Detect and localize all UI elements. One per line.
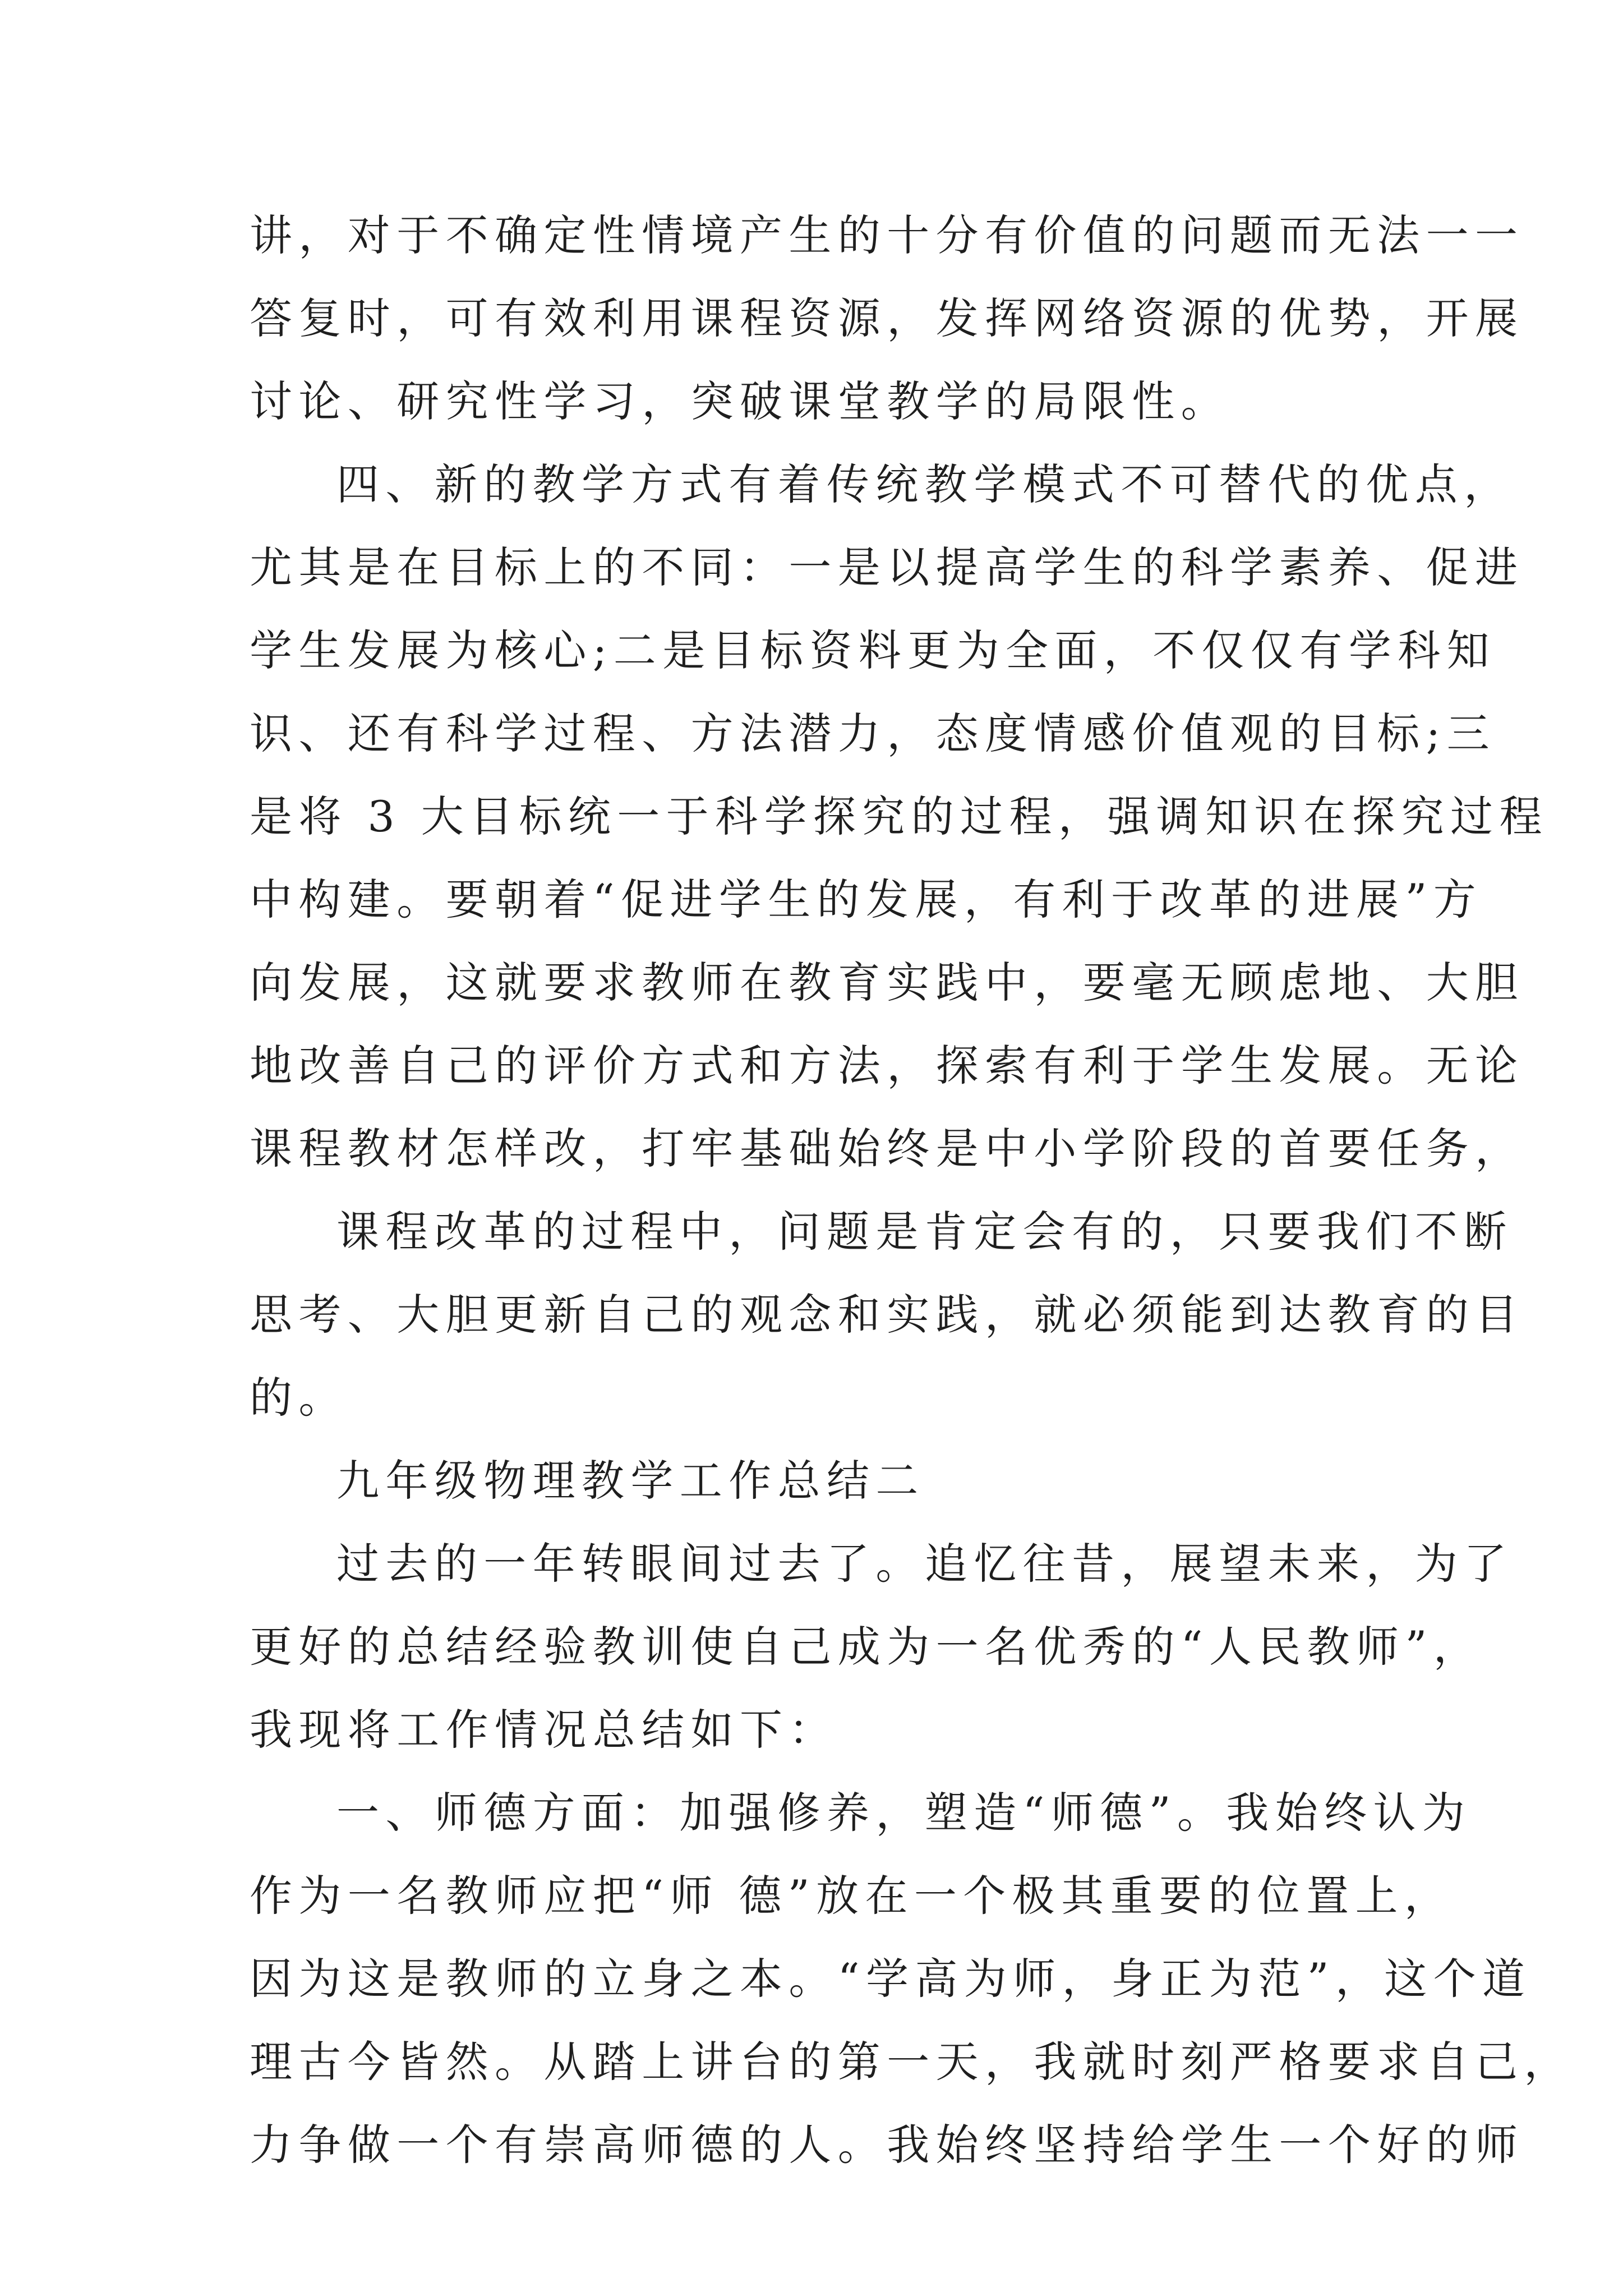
text-line: 地改善自己的评价方式和方法，探索有利于学生发展。无论 — [250, 1041, 1524, 1091]
text-line: 学生发展为核心;二是目标资料更为全面，不仅仅有学科知 — [250, 625, 1496, 675]
text-line: 尤其是在目标上的不同：一是以提高学生的科学素养、促进 — [250, 542, 1524, 592]
text-line: 因为这是教师的立身之本。“学高为师，身正为范”，这个道 — [250, 1954, 1532, 2004]
text-line: 识、还有科学过程、方法潜力，态度情感价值观的目标;三 — [250, 708, 1496, 758]
text-line: 我现将工作情况总结如下： — [250, 1705, 838, 1755]
text-line: 答复时，可有效利用课程资源，发挥网络资源的优势，开展 — [250, 293, 1524, 343]
text-line: 讲，对于不确定性情境产生的十分有价值的问题而无法一一 — [250, 210, 1524, 260]
text-line: 力争做一个有崇高师德的人。我始终坚持给学生一个好的师 — [250, 2120, 1524, 2170]
paragraph-start-line: 四、新的教学方式有着传统教学模式不可替代的优点， — [336, 459, 1513, 509]
text-line: 的。 — [250, 1373, 348, 1423]
section-heading: 九年级物理教学工作总结二 — [336, 1456, 925, 1506]
paragraph-start-line: 课程改革的过程中，问题是肯定会有的，只要我们不断 — [336, 1207, 1513, 1257]
text-line: 作为一名教师应把“师 德”放在一个极其重要的位置上， — [250, 1871, 1454, 1921]
text-line: 思考、大胆更新自己的观念和实践，就必须能到达教育的目 — [250, 1290, 1524, 1340]
text-line: 理古今皆然。从踏上讲台的第一天，我就时刻严格要求自己， — [250, 2037, 1573, 2087]
text-line: 课程教材怎样改，打牢基础始终是中小学阶段的首要任务， — [250, 1124, 1524, 1174]
text-line: 讨论、研究性学习，突破课堂教学的局限性。 — [250, 376, 1230, 426]
text-line: 更好的总结经验教训使自己成为一名优秀的“人民教师”， — [250, 1622, 1483, 1672]
text-line: 中构建。要朝着“促进学生的发展，有利于改革的进展”方 — [250, 875, 1483, 924]
text-line: 向发展，这就要求教师在教育实践中，要毫无顾虑地、大胆 — [250, 958, 1524, 1007]
paragraph-start-line: 过去的一年转眼间过去了。追忆往昔，展望未来，为了 — [336, 1539, 1513, 1589]
paragraph-start-line: 一、师德方面：加强修养，塑造“师德”。我始终认为 — [336, 1788, 1472, 1838]
text-line: 是将 3 大目标统一于科学探究的过程，强调知识在探究过程 — [250, 792, 1548, 841]
